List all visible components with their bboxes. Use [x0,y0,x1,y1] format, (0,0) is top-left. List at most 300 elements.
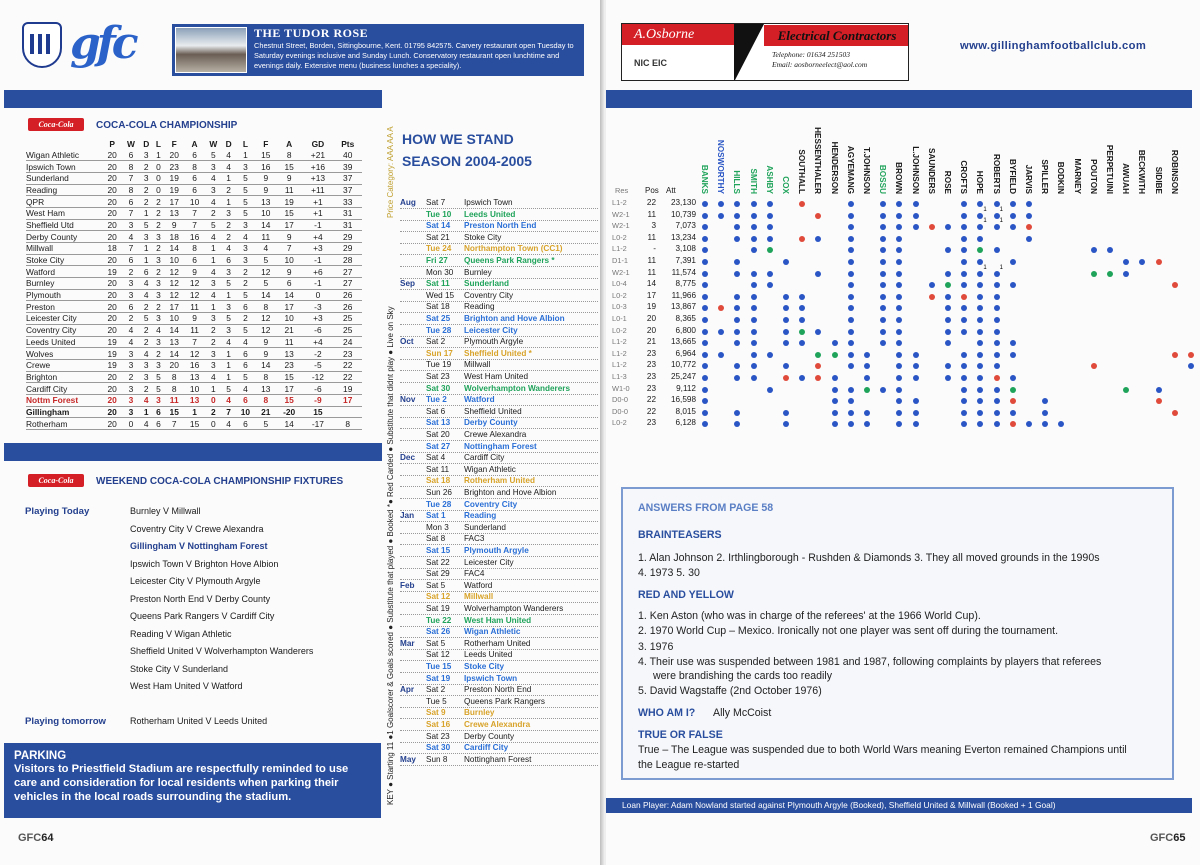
appearance-dot [896,340,902,346]
appearance-dot [848,247,854,253]
table-cell: -1 [302,254,333,266]
appearance-dot [961,375,967,381]
appearance-dot [913,375,919,381]
appearance-dot [799,375,805,381]
table-cell: -3 [302,301,333,313]
table-cell: 5 [140,313,153,325]
fixture-opponent: Leeds United [464,650,513,660]
attendance: 25,247 [670,372,696,381]
table-row [26,394,362,406]
advert-wedge [734,24,764,81]
appearance-dot [961,305,967,311]
table-cell: 8 [256,394,276,406]
appearance-dot [961,317,967,323]
appearance-dot [1123,387,1129,393]
appearance-dot [848,340,854,346]
table-cell: 19 [102,359,122,371]
table-cell: 16 [256,161,276,173]
player-name [862,124,874,194]
fixture-date: Tue 24 [426,244,452,254]
fixture-row [400,326,598,337]
league-position: 23 [646,360,656,370]
table-cell: 17 [276,383,302,395]
appearance-dot [848,224,854,230]
league-position: 21 [646,337,656,347]
table-row [26,359,362,371]
team-name: Rotherham [26,418,102,430]
price-category: Price Category: AAA AA A [386,126,395,218]
table-cell: 6 [235,418,255,430]
team-name: Leicester City [26,313,102,325]
appearance-dot [1123,259,1129,265]
appearance-dot [929,224,935,230]
fixture-date: Sat 26 [426,627,451,637]
fixture-date: Sat 18 [426,302,450,312]
table-cell: 2 [153,266,164,278]
fixture-date: Tue 19 [426,360,452,370]
fixture-row [400,743,598,754]
fixture-date: Sat 21 [426,232,450,242]
appearance-dot [734,363,740,369]
table-cell: 15 [276,394,302,406]
table-cell: 9 [256,184,276,196]
table-cell: 3 [235,254,255,266]
table-cell: 2 [153,243,164,255]
fixture-row [400,558,598,569]
fixture-date: Mon 30 [426,267,454,277]
appearance-dot [896,410,902,416]
fixture-date: Sat 29 [426,569,450,579]
table-cell: 25 [333,313,362,325]
appearance-dot [832,375,838,381]
coca-cola-logo: Coca-Cola [28,118,84,131]
fixture-opponent: Plymouth Argyle [464,546,529,555]
appearance-dot [1010,201,1016,207]
league-position: 11 [647,232,656,242]
player-name [894,124,906,194]
column-header: L [155,138,161,149]
team-name: Stoke City [26,254,102,266]
appearance-dot [896,329,902,335]
table-cell: 15 [276,207,302,219]
appearance-dot [702,340,708,346]
table-row [26,219,362,231]
result: D0-0 [612,406,629,416]
table-cell: 8 [122,184,139,196]
table-cell: 2 [153,348,164,360]
player-label: ROBINSON [1169,149,1179,194]
appearance-dot [1123,271,1129,277]
fixture-opponent: FAC4 [464,569,485,579]
appearance-dot [880,305,886,311]
player-label: HESSENTHALER [813,127,823,194]
table-cell: 4 [122,324,139,336]
appearance-dot [961,398,967,404]
appearance-dot [799,305,805,311]
result: W1-0 [612,383,630,393]
table-cell: 6 [122,301,139,313]
fixture-date: Sat 5 [426,638,446,648]
table-cell: 4 [140,394,153,406]
appearance-dot [767,271,773,277]
table-cell: 6 [235,394,255,406]
player-label: ASHBY [764,165,774,194]
table-cell: 3 [222,324,235,336]
appearance-dot [864,421,870,427]
appearance-dot [864,363,870,369]
result: L1-2 [612,198,627,207]
fixture-row [400,256,598,267]
column-header: D [225,138,232,149]
table-cell: +1 [302,196,333,208]
result: L1-2 [612,244,627,254]
table-cell: 4 [205,289,222,301]
table-cell: 7 [222,406,235,418]
appearance-dot [994,363,1000,369]
player-name [1089,124,1101,194]
player-label: PERPETUINI [1105,144,1114,194]
table-cell: 4 [122,231,139,243]
appearance-dot [1156,398,1162,404]
fixture-row [400,465,598,476]
attendance: 13,665 [670,337,696,347]
league-position: 22 [646,406,656,416]
appearance-dot [751,271,757,277]
player-name [749,124,761,194]
osborne-advert [621,23,909,81]
result-row [612,349,1186,361]
brainteasers-answer-2: 4. 1973 5. 30 [638,567,700,579]
table-cell: +16 [302,161,333,173]
fixture-row [400,755,598,766]
goal-count: 1 [983,264,987,271]
table-cell: 18 [164,231,184,243]
fixture-item: Preston North End V Derby County [130,593,271,604]
result: L0-1 [612,314,627,323]
table-cell: 8 [184,161,204,173]
table-cell: 23 [333,348,362,360]
appearance-dot [1107,271,1113,277]
table-cell: 19 [164,172,184,184]
goal-count: 1 [999,264,1003,271]
table-cell: 1 [153,149,164,161]
fixture-row [400,302,598,313]
table-cell: 3 [140,231,153,243]
appearance-dot [783,340,789,346]
appearance-dot [945,329,951,335]
fixture-item: Burnley V Millwall [130,506,201,516]
table-cell: 2 [140,196,153,208]
table-cell: 9 [164,219,184,231]
table-cell: 31 [333,207,362,219]
appearance-dot [702,352,708,358]
appearance-dot [832,340,838,346]
appearance-dot [994,264,1003,277]
appearance-dot [702,236,708,242]
table-cell: 13 [256,196,276,208]
appearance-dot [929,282,935,288]
table-cell: 6 [276,278,302,290]
fixture-opponent: Crewe Alexandra [464,430,527,439]
fixture-item: West Ham United V Watford [130,681,243,691]
appearance-dot [1010,421,1016,427]
fixture-date: Sat 22 [426,557,450,567]
table-cell: 19 [333,383,362,395]
parking-title: PARKING [14,750,67,762]
fixture-month: Aug [400,198,416,207]
goal-count: 1 [983,206,987,213]
playing-tomorrow-label: Playing tomorrow [25,716,107,727]
league-position: 11 [647,256,656,265]
table-row [26,184,362,196]
table-cell: 12 [164,289,184,301]
appearance-dot [929,294,935,300]
team-name: QPR [26,196,102,208]
appearance-dot [815,375,821,381]
appearance-dot [702,387,708,393]
table-cell: 22 [333,359,362,371]
attendance: 8,015 [675,406,696,416]
table-cell: 14 [276,289,302,301]
table-cell: 4 [235,231,255,243]
player-label: BANKS [700,164,709,194]
table-cell: 10 [164,313,184,325]
table-cell: 5 [235,324,255,336]
appearance-dot [718,213,724,219]
appearance-dot [896,259,902,265]
team-name: Crewe [26,359,102,371]
appearance-dot [734,305,740,311]
table-cell: 14 [276,418,302,430]
table-cell: 5 [256,418,276,430]
appearance-dot [896,375,902,381]
fixture-opponent: Preston North End [464,221,537,231]
appearance-dot [734,375,740,381]
table-cell: 7 [164,418,184,430]
header-band [4,443,382,461]
table-cell: -5 [302,359,333,371]
team-name: Derby County [26,231,102,243]
osborne-contact [772,50,867,70]
fixture-row [400,500,598,511]
appearance-dot [815,329,821,335]
appearance-dot [734,213,740,219]
fixture-row [400,384,598,395]
true-false-title: TRUE OR FALSE [638,729,723,741]
league-position: 23 [646,383,656,393]
table-cell: 20 [102,313,122,325]
table-cell: 7 [122,207,139,219]
table-cell: 23 [164,161,184,173]
table-cell: 13 [164,207,184,219]
appearance-dot [896,247,902,253]
appearance-dot [880,294,886,300]
appearance-dot [783,421,789,427]
table-row [26,289,362,301]
fixture-month: Dec [400,453,416,463]
key-legend: KEY ● Starting 11 ●1 Goalscorer & Goals scored ● Substitute that played ● Booked *● Red Carded ● Substitute that didnt play ● Live on Sky [386,306,395,805]
fixture-row [400,291,598,302]
appearance-dot [961,363,967,369]
table-row [26,254,362,266]
attendance: 6,800 [675,325,696,335]
result: D1-1 [612,256,629,265]
table-cell: 8 [184,243,204,255]
appearance-dot [977,340,983,346]
osborne-name: A.Osborne [622,24,734,45]
appearance-dot [913,421,919,427]
table-cell: 4 [153,324,164,336]
fixture-opponent: Cardiff City [464,743,509,753]
appearance-dot [880,329,886,335]
table-cell: -12 [302,371,333,383]
result-row [612,384,1186,396]
table-cell: 26 [333,289,362,301]
table-cell: +4 [302,336,333,348]
player-name [959,124,971,194]
table-cell: 2 [235,313,255,325]
appearance-dot [832,421,838,427]
result: L0-2 [612,325,627,335]
appearance-dot [977,387,983,393]
playing-today-label: Playing Today [25,506,90,517]
appearance-dot [994,398,1000,404]
table-cell: 20 [102,254,122,266]
table-cell: 19 [276,196,302,208]
true-false-answer: the League re-started [638,759,740,771]
team-name: Coventry City [26,324,102,336]
fixture-opponent: Burnley [464,267,492,277]
title-line-2: SEASON 2004-2005 [402,153,532,169]
fixture-row [400,650,598,661]
appearance-dot [994,282,1000,288]
brainteasers-title: BRAINTEASERS [638,529,722,541]
appearance-dot [961,213,967,219]
table-cell: 3 [153,359,164,371]
fixture-row [400,581,598,592]
fixture-row [400,685,598,696]
team-name: Millwall [26,243,102,255]
table-cell: 14 [164,348,184,360]
fixture-row [400,616,598,627]
table-cell: 2 [122,371,139,383]
appearance-dot [977,294,983,300]
table-cell: 3 [122,359,139,371]
table-cell: -20 [276,406,302,418]
appearance-dot [783,294,789,300]
table-cell: 18 [102,243,122,255]
pos-header: Pos [645,186,659,195]
appearance-dot [832,387,838,393]
team-name: Preston [26,301,102,313]
appearance-dot [734,236,740,242]
fixture-month: Feb [400,580,415,590]
fixture-row [400,268,598,279]
table-cell: 20 [102,383,122,395]
fixtures-title: WEEKEND COCA-COLA CHAMPIONSHIP FIXTURES [96,476,344,487]
gfc-logo: gfc [70,18,135,69]
fixture-date: Sat 19 [426,673,451,683]
appearance-dot [994,218,1003,230]
team-name: Leeds United [26,336,102,348]
table-cell: 20 [164,149,184,161]
appearance-dot [913,224,919,230]
appearance-dot [880,213,886,219]
table-cell: 4 [140,418,153,430]
table-cell: 14 [256,219,276,231]
appearance-dot [1026,421,1032,427]
player-name [992,124,1004,194]
table-cell: 6 [235,348,255,360]
table-cell: 23 [276,359,302,371]
table-cell: 3 [140,371,153,383]
fixture-item: Stoke City V Sunderland [130,663,229,674]
appearance-dot [880,201,886,207]
table-cell: 4 [205,266,222,278]
appearance-dot [767,213,773,219]
table-cell: 1 [205,254,222,266]
player-name [797,124,809,194]
table-row [26,266,362,278]
table-cell: 6 [235,301,255,313]
appearance-dot [702,398,708,404]
appearance-dot [848,398,854,404]
result-row [612,233,1186,245]
appearance-dot [945,224,951,230]
result: L0-3 [612,302,627,312]
appearance-dot [751,294,757,300]
table-cell: +13 [302,172,333,184]
table-cell: 14 [256,289,276,301]
table-cell: 20 [102,149,122,161]
table-cell: 2 [235,266,255,278]
red-yellow-answer: 5. David Wagstaffe (2nd October 1976) [638,685,822,697]
column-header: A [191,138,198,149]
appearance-dot [977,247,983,253]
team-name: Wolves [26,348,102,360]
goal-count: 1 [999,218,1003,225]
fixture-date: Tue 10 [426,209,452,219]
appearance-dot [1172,352,1178,358]
fixture-date: Sat 2 [426,337,446,347]
player-name [1137,124,1149,194]
appearance-dot [977,236,983,242]
team-name: Sunderland [26,172,102,184]
how-we-stand-title [402,128,532,172]
fixture-row [400,511,598,522]
table-cell: 2 [222,219,235,231]
fixture-row [400,453,598,464]
table-cell: 13 [184,394,204,406]
appearance-dot [880,259,886,265]
appearance-dot [734,410,740,416]
table-cell: 5 [153,371,164,383]
table-cell: 4 [205,172,222,184]
attendance: 16,598 [670,395,696,405]
osborne-telephone: Telephone: 01634 251503 [772,50,851,59]
appearance-dot [961,329,967,335]
table-cell: 14 [164,243,184,255]
table-cell: 13 [276,348,302,360]
table-cell: 3 [235,243,255,255]
table-cell: 5 [256,278,276,290]
player-name [1121,124,1133,194]
table-cell: 3 [140,359,153,371]
appearance-dot [977,398,983,404]
table-row [26,243,362,255]
table-cell: 29 [333,231,362,243]
fixture-date: Sat 19 [426,604,450,613]
